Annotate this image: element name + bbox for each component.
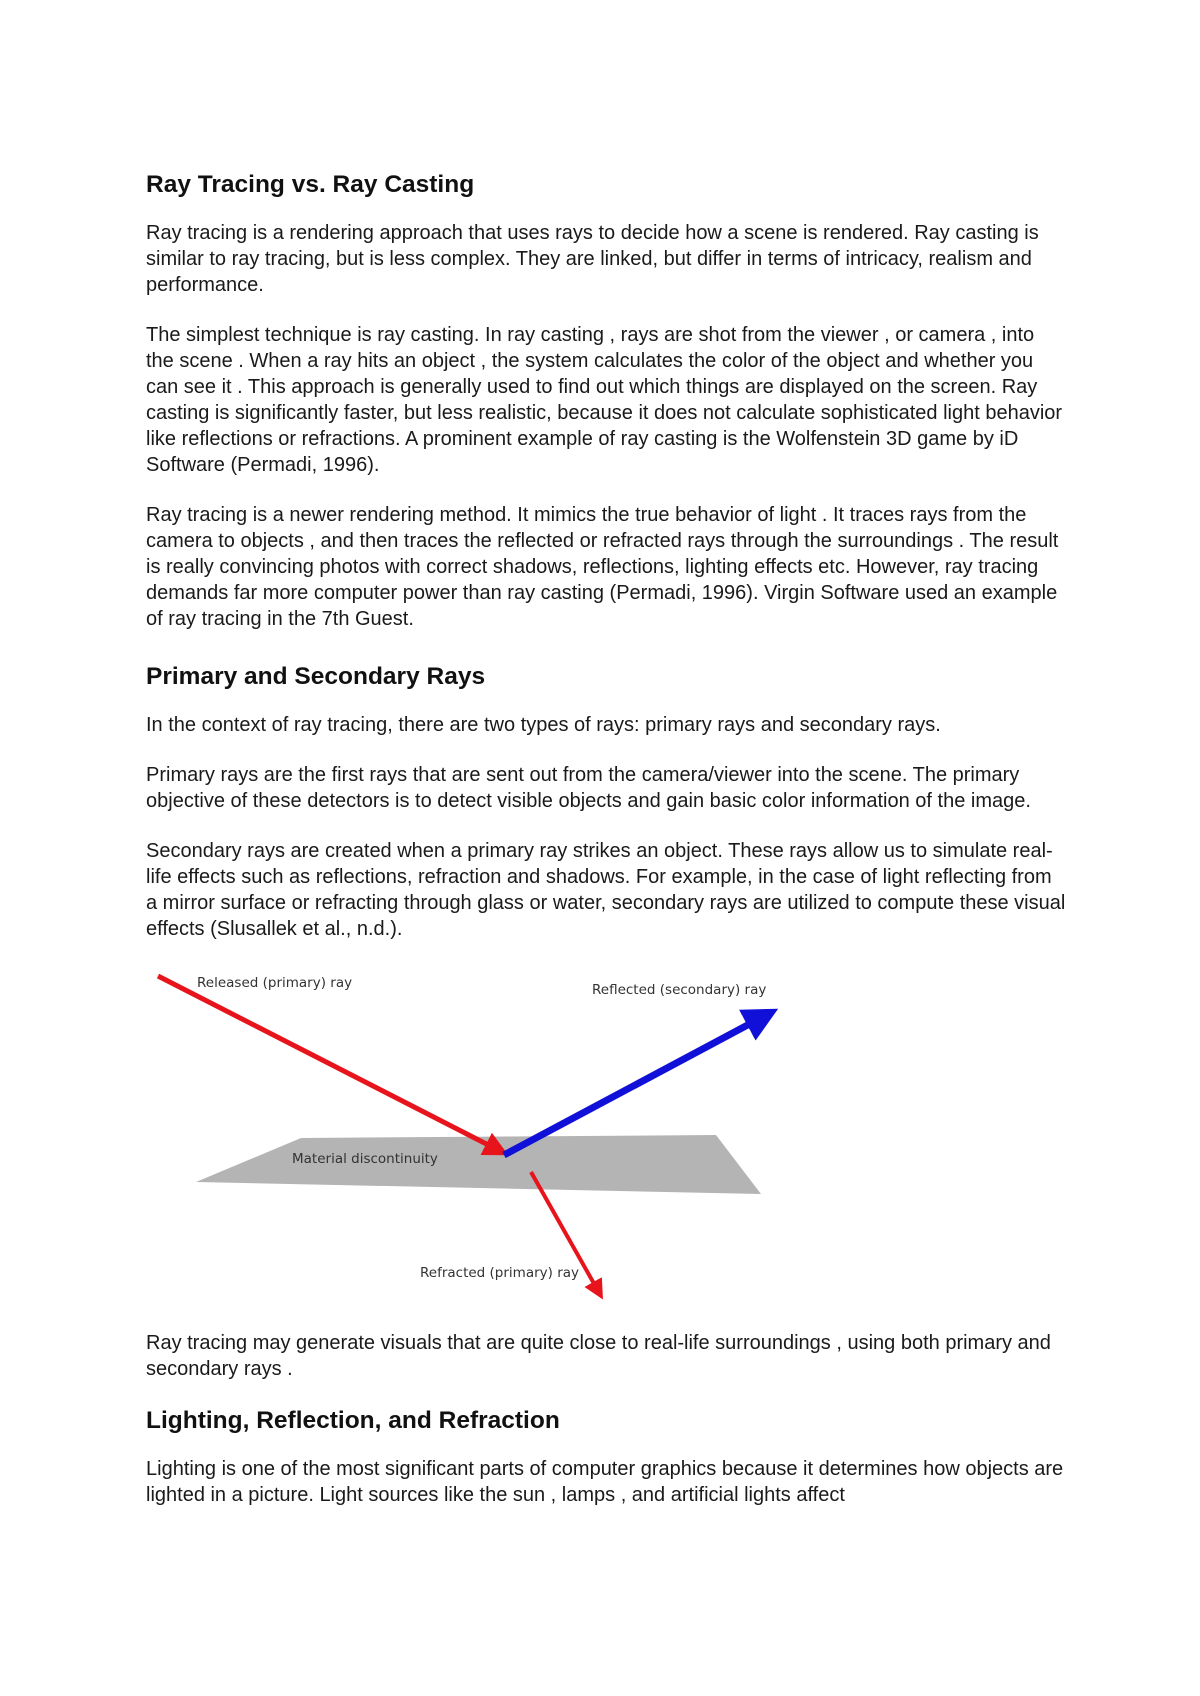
reflected-ray	[504, 1012, 772, 1155]
paragraph: The simplest technique is ray casting. In ray casting , rays are shot from the viewer , or camera , into the scene . When a ray hits an object , the system calculates the color of the object and whether you can see it . This approach is generally used to find out which things are displayed on the screen. Ray casting is significantly faster, but less realistic, because it does not calculate sophisticated light behavior like reflections or refractions. A prominent example of ray casting is the Wolfenstein 3D game by iD Software (Permadi, 1996).	[146, 324, 1063, 476]
paragraph: Ray tracing is a rendering approach that uses rays to decide how a scene is rendered. Ray casting is similar to ray tracing, but is less complex. They are linked, but differ in terms of intricacy, realism and performance.	[146, 222, 1039, 296]
paragraph: Ray tracing is a newer rendering method. It mimics the true behavior of light . It traces rays from the camera to objects , and then traces the reflected or refracted rays through the surroundings . The result is really convincing photos with correct shadows, reflections, lighting effects etc. However, ray tracing demands far more computer power than ray casting (Permadi, 1996). Virgin Software used an example of ray tracing in the 7th Guest.	[146, 504, 1059, 630]
document-page	[146, 170, 1066, 1532]
paragraph: Ray tracing may generate visuals that are quite close to real-life surroundings , using both primary and secondary rays .	[146, 1332, 1051, 1380]
section-heading-ray-tracing-vs-casting: Ray Tracing vs. Ray Casting	[146, 171, 475, 198]
ray-diagram	[146, 962, 796, 1312]
material-surface	[196, 1135, 761, 1194]
paragraph: Lighting is one of the most significant parts of computer graphics because it determines how objects are lighted in a picture. Light sources like the sun , lamps , and artificial lights affect	[146, 1458, 1064, 1506]
released-ray-label: Released (primary) ray	[197, 975, 353, 991]
reflected-ray-label: Reflected (secondary) ray	[592, 982, 767, 998]
refracted-ray-label: Refracted (primary) ray	[420, 1265, 580, 1281]
ray-diagram-figure	[146, 962, 796, 1312]
surface-label: Material discontinuity	[292, 1151, 438, 1167]
section-heading-lighting-reflection-refraction: Lighting, Reflection, and Refraction	[146, 1407, 560, 1434]
paragraph: Primary rays are the first rays that are sent out from the camera/viewer into the scene. The primary objective of these detectors is to detect visible objects and gain basic color information of the image.	[146, 764, 1031, 812]
section-heading-primary-secondary-rays: Primary and Secondary Rays	[146, 663, 486, 690]
paragraph: In the context of ray tracing, there are two types of rays: primary rays and secondary rays.	[146, 714, 941, 736]
paragraph: Secondary rays are created when a primary ray strikes an object. These rays allow us to simulate real-life effects such as reflections, refraction and shadows. For example, in the case of light reflecting from a mirror surface or refracting through glass or water, secondary rays are utilized to compute these visual effects (Slusallek et al., n.d.).	[146, 840, 1066, 940]
released-ray	[158, 976, 504, 1153]
